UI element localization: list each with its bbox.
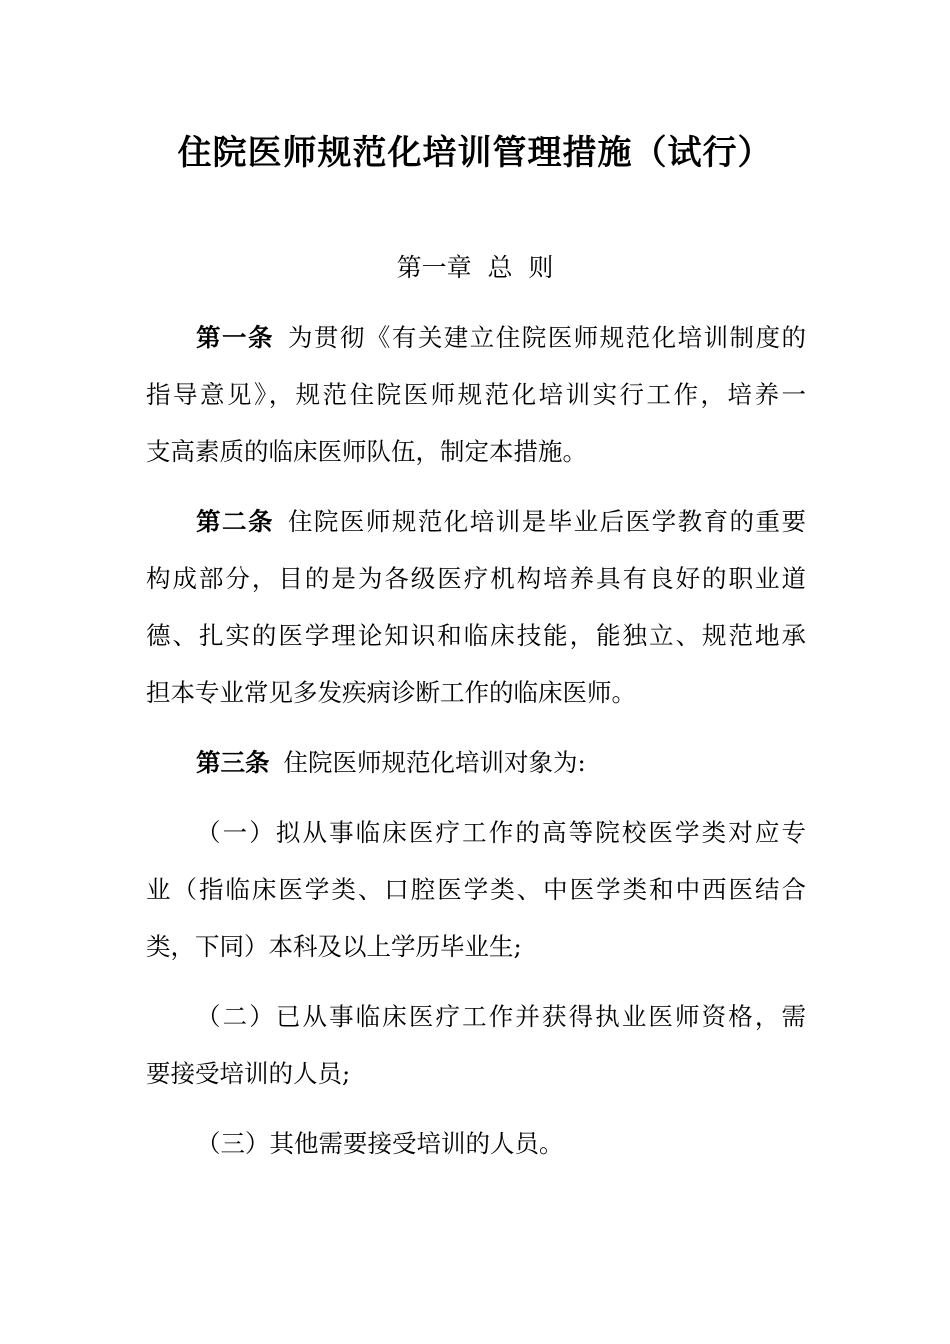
article-3-line-1 bbox=[196, 743, 806, 783]
article-2-line-1 bbox=[196, 502, 806, 542]
item-2-line-1: （二）已从事临床医疗工作并获得执业医师资格，需 bbox=[196, 1002, 806, 1031]
item-1-line-3: 类，下同）本科及以上学历毕业生; bbox=[146, 932, 522, 961]
article-1-line-1 bbox=[196, 318, 806, 358]
article-3-number: 第三条 bbox=[196, 748, 270, 777]
article-1-line-3: 支高素质的临床医师队伍，制定本措施。 bbox=[146, 437, 587, 466]
article-2-line-2: 构成部分，目的是为各级医疗机构培养具有良好的职业道 bbox=[146, 564, 806, 593]
article-1-number: 第一条 bbox=[196, 323, 274, 352]
item-1-line-1: （一）拟从事临床医疗工作的高等院校医学类对应专 bbox=[196, 818, 806, 847]
article-3-text: 住院医师规范化培训对象为: bbox=[283, 748, 586, 777]
chapter-heading: 第一章 总 则 bbox=[396, 253, 554, 282]
article-2-line-4: 担本专业常见多发疾病诊断工作的临床医师。 bbox=[146, 678, 636, 707]
article-2-number: 第二条 bbox=[196, 507, 274, 536]
article-2-text: 住院医师规范化培训是毕业后医学教育的重要 bbox=[287, 507, 807, 536]
article-1-text: 为贯彻《有关建立住院医师规范化培训制度的 bbox=[287, 323, 807, 352]
article-1-line-2: 指导意见》，规范住院医师规范化培训实行工作，培养一 bbox=[146, 380, 806, 409]
article-2-line-3: 德、扎实的医学理论知识和临床技能，能独立、规范地承 bbox=[146, 621, 806, 650]
item-1-line-2: 业（指临床医学类、口腔医学类、中医学类和中西医结合 bbox=[146, 875, 806, 904]
document-title: 住院医师规范化培训管理措施（试行） bbox=[177, 133, 773, 173]
item-2-line-2: 要接受培训的人员; bbox=[146, 1059, 351, 1088]
item-3-line-1: （三）其他需要接受培训的人员。 bbox=[196, 1129, 564, 1158]
